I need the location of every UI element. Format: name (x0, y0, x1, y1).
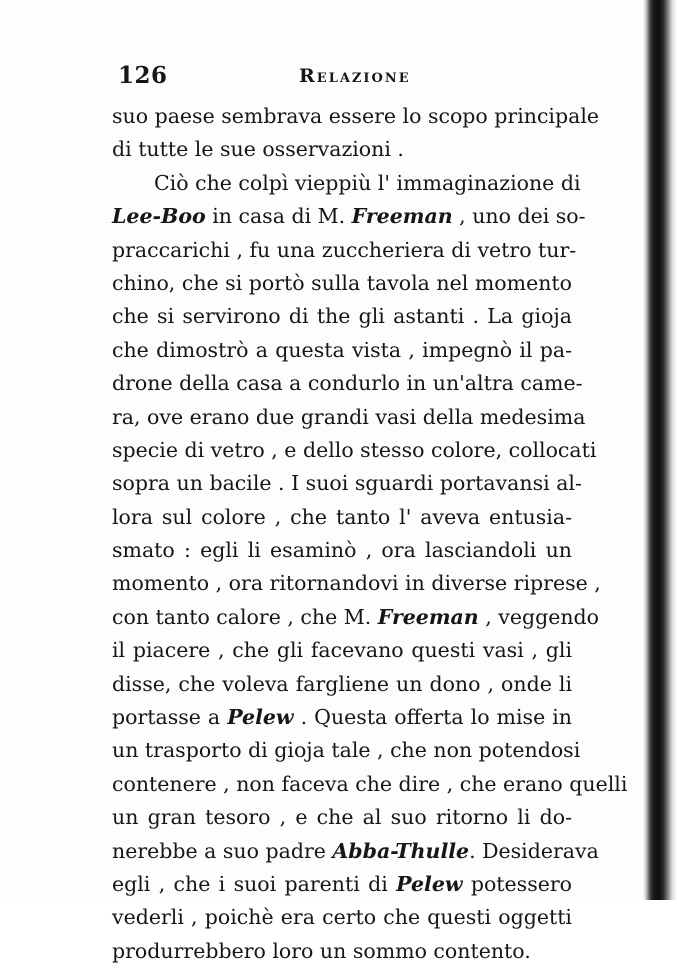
text-line (112, 935, 572, 968)
page-number: 126 (118, 62, 168, 89)
text-run: il piacere , che gli facevano questi vasi , gli (112, 638, 572, 663)
text-run: un gran tesoro , e che al suo ritorno li do- (112, 805, 572, 830)
text-line (112, 501, 572, 534)
text-line (112, 768, 628, 801)
text-run: momento , ora ritornandovi in diverse riprese , (112, 571, 601, 596)
text-run: che si servirono di the gli astanti . La gioja (112, 304, 572, 329)
text-run: un trasporto di gioja tale , che non potendosi (112, 738, 581, 763)
header-title: Relazione (299, 65, 411, 87)
text-line (112, 334, 572, 367)
text-run: , veggendo (478, 604, 600, 629)
text-line (112, 467, 582, 500)
text-line (112, 835, 599, 868)
italic-name: Freeman (377, 604, 479, 629)
text-run: sopra un bacile . I suoi sguardi portavansi al- (112, 471, 582, 496)
text-line (112, 668, 572, 701)
text-line (112, 734, 581, 767)
text-run: egli , che i suoi parenti di (112, 871, 397, 896)
text-run: smato : egli li esaminò , ora lasciandoli un (112, 538, 572, 563)
text-run: suo paese sembrava essere lo scopo principale (112, 104, 600, 128)
text-line (112, 534, 572, 567)
running-head (118, 62, 578, 92)
text-run: ra, ove erano due grandi vasi della medesima (112, 404, 586, 429)
text-run: lora sul colore , che tanto l' aveva entusia- (112, 504, 572, 529)
body-text (112, 100, 628, 968)
text-line (112, 234, 577, 267)
text-run: nerebbe a suo padre (112, 838, 333, 863)
text-line (112, 634, 572, 667)
text-line (112, 434, 597, 467)
text-line (112, 901, 572, 934)
text-run: portasse a (112, 705, 228, 730)
text-line (112, 167, 581, 200)
italic-name: Pelew (227, 705, 294, 730)
italic-name: Lee-Boo (112, 204, 206, 229)
text-run: con tanto calore , che M. (112, 604, 378, 629)
text-line (112, 701, 572, 734)
text-run: Ciò che colpì vieppiù l' immaginazione di (154, 170, 581, 195)
italic-name: Pelew (396, 871, 463, 896)
text-run: contenere , non faceva che dire , che erano quelli (112, 771, 628, 796)
text-line (112, 133, 572, 166)
text-run: potessero (462, 871, 572, 896)
italic-name: Freeman (351, 204, 453, 229)
text-line (112, 868, 572, 901)
text-run: drone della casa a condurlo in un'altra came- (112, 371, 583, 396)
text-line (112, 200, 586, 233)
text-run: disse, che voleva fargliene un dono , onde li (112, 671, 572, 696)
text-run: . Desiderava (469, 838, 599, 863)
text-line (112, 601, 600, 634)
italic-name: Abba-Thulle (332, 838, 470, 863)
text-run: praccarichi , fu una zuccheriera di vetro tur- (112, 237, 577, 262)
text-line (112, 367, 583, 400)
text-line (112, 300, 572, 333)
text-run: specie di vetro , e dello stesso colore, collocati (112, 437, 597, 462)
text-run: , uno dei so- (452, 204, 586, 229)
text-line (112, 567, 601, 600)
text-run: vederli , poichè era certo che questi oggetti (112, 905, 572, 930)
text-line (112, 100, 600, 133)
binding-edge (629, 0, 677, 900)
text-run: . Questa offerta lo mise in (293, 705, 572, 730)
text-run: che dimostrò a questa vista , impegnò il pa- (112, 337, 572, 362)
text-run: in casa di M. (205, 204, 352, 229)
text-run: chino, che si portò sulla tavola nel momento (112, 270, 572, 295)
text-line (112, 401, 586, 434)
text-run: di tutte le sue osservazioni . (112, 137, 404, 162)
text-run: produrrebbero loro un sommo contento. (112, 938, 531, 963)
text-line (112, 267, 572, 300)
text-line (112, 801, 572, 834)
